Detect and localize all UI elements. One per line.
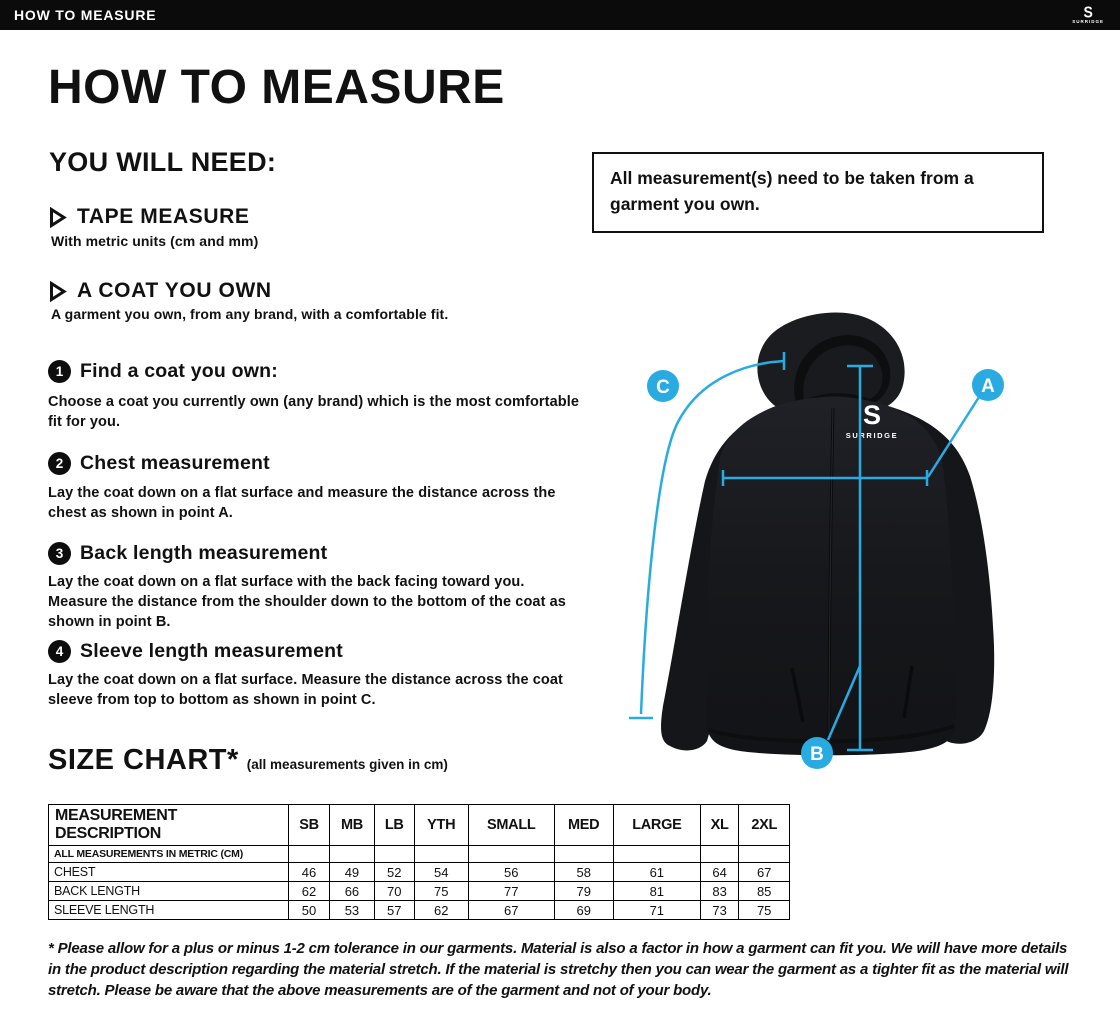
step-number-badge: 2 (48, 452, 71, 475)
you-will-need-heading: YOU WILL NEED: (49, 147, 277, 177)
step-1-heading (48, 360, 278, 383)
step-4-body: Lay the coat down on a flat surface. Measure the distance across the coat sleeve from top to bottom as shown in point C. (48, 672, 563, 708)
size-table-value-cell: 67 (468, 901, 554, 920)
size-table-header: MED (554, 805, 613, 846)
jacket-illustration (600, 290, 1120, 790)
size-table-value-cell: 73 (700, 901, 739, 920)
need-item-subtitle: With metric units (cm and mm) (51, 233, 259, 249)
size-table-header: MB (330, 805, 375, 846)
step-title: Find a coat you own: (80, 360, 278, 382)
size-table-value-cell: 64 (700, 863, 739, 882)
size-table-row-label: BACK LENGTH (49, 882, 289, 901)
size-table-value-cell: 75 (414, 882, 468, 901)
surridge-s-icon: S (1083, 3, 1093, 22)
step-title: Back length measurement (80, 542, 328, 564)
need-item-title: A COAT YOU OWN (77, 279, 272, 302)
step-title: Chest measurement (80, 452, 270, 474)
size-chart-subtitle: (all measurements given in cm) (246, 757, 448, 772)
size-table-value-cell: 50 (289, 901, 330, 920)
size-table-header: LARGE (613, 805, 700, 846)
size-table-empty-cell (289, 846, 330, 863)
size-table-value-cell: 67 (739, 863, 790, 882)
size-table-value-cell: 77 (468, 882, 554, 901)
size-table-row-label: SLEEVE LENGTH (49, 901, 289, 920)
size-table-value-cell: 52 (374, 863, 414, 882)
point-b-label: B (810, 744, 824, 765)
step-number-badge: 1 (48, 360, 71, 383)
step-4-heading (48, 640, 343, 663)
page-title: HOW TO MEASURE (48, 61, 505, 114)
size-table-row (49, 901, 790, 920)
size-table-header: LB (374, 805, 414, 846)
need-item-title: TAPE MEASURE (77, 205, 250, 228)
point-a-label: A (981, 376, 995, 397)
size-table-empty-cell (414, 846, 468, 863)
need-item-tape-measure (49, 205, 250, 229)
size-table-body (49, 846, 790, 920)
surridge-logo (1072, 5, 1106, 25)
step-1-body: Choose a coat you currently own (any brand) which is the most comfortable fit for you. (48, 394, 579, 430)
size-table-value-cell: 56 (468, 863, 554, 882)
size-table-empty-cell (374, 846, 414, 863)
size-table-empty-cell (700, 846, 739, 863)
size-chart-title: SIZE CHART* (48, 744, 239, 776)
need-item-coat (49, 279, 272, 303)
size-table-value-cell: 69 (554, 901, 613, 920)
footnote: * Please allow for a plus or minus 1-2 cm tolerance in our garments. Material is also a factor in how a garment can fit you. We will have more details in the product description regarding the material stretch. If the material is stretchy then you can wear the garment as a tighter fit as the material will stretch. Please be aware that the above measurements are of the garment and not of your body. (48, 940, 1069, 999)
size-table-value-cell: 85 (739, 882, 790, 901)
size-table-value-cell: 70 (374, 882, 414, 901)
size-table-empty-cell (613, 846, 700, 863)
need-item-subtitle: A garment you own, from any brand, with a comfortable fit. (51, 306, 449, 322)
size-table-header: SMALL (468, 805, 554, 846)
size-table (48, 804, 790, 920)
size-table-row (49, 882, 790, 901)
size-table-header: SB (289, 805, 330, 846)
jacket-measurement-diagram (600, 290, 1120, 790)
step-2-body: Lay the coat down on a flat surface and measure the distance across the chest as shown in point A. (48, 485, 556, 521)
size-table-header: YTH (414, 805, 468, 846)
triangle-bullet-icon (49, 281, 67, 302)
size-table-header: MEASUREMENT DESCRIPTION (49, 805, 289, 846)
step-title: Sleeve length measurement (80, 640, 343, 662)
size-chart-heading (48, 744, 448, 777)
step-number-badge: 4 (48, 640, 71, 663)
size-table-value-cell: 61 (613, 863, 700, 882)
top-bar (0, 0, 1120, 30)
surridge-brand-text: SURRIDGE (1072, 19, 1104, 25)
size-table-subheader-row (49, 846, 790, 863)
note-box: All measurement(s) need to be taken from a garment you own. (592, 152, 1044, 233)
triangle-bullet-icon (49, 207, 67, 228)
step-number-badge: 3 (48, 542, 71, 565)
size-table-value-cell: 49 (330, 863, 375, 882)
size-table-subheader: ALL MEASUREMENTS IN METRIC (CM) (49, 846, 289, 863)
size-table-header: 2XL (739, 805, 790, 846)
size-table-empty-cell (330, 846, 375, 863)
size-table-value-cell: 46 (289, 863, 330, 882)
size-table-value-cell: 75 (739, 901, 790, 920)
size-table-value-cell: 71 (613, 901, 700, 920)
size-table-value-cell: 58 (554, 863, 613, 882)
size-table-row-label: CHEST (49, 863, 289, 882)
step-2-heading (48, 452, 270, 475)
jacket-logo-s-icon: S (862, 400, 882, 430)
size-table-value-cell: 53 (330, 901, 375, 920)
size-table-value-cell: 83 (700, 882, 739, 901)
size-table-head-row (49, 805, 790, 846)
size-table-value-cell: 54 (414, 863, 468, 882)
size-table-row (49, 863, 790, 882)
size-table-value-cell: 62 (414, 901, 468, 920)
size-table-value-cell: 62 (289, 882, 330, 901)
size-table-header: XL (700, 805, 739, 846)
top-bar-title: HOW TO MEASURE (14, 7, 157, 23)
size-table-empty-cell (554, 846, 613, 863)
step-3-heading (48, 542, 327, 565)
step-3-body: Lay the coat down on a flat surface with the back facing toward you. Measure the distance from the shoulder down to the bottom of the coat as shown in point B. (48, 574, 566, 630)
size-table-value-cell: 66 (330, 882, 375, 901)
size-table-value-cell: 57 (374, 901, 414, 920)
jacket-logo-text: SURRIDGE (845, 431, 899, 440)
size-table-empty-cell (739, 846, 790, 863)
size-table-empty-cell (468, 846, 554, 863)
size-table-value-cell: 81 (613, 882, 700, 901)
point-c-label: C (656, 377, 670, 398)
size-table-value-cell: 79 (554, 882, 613, 901)
